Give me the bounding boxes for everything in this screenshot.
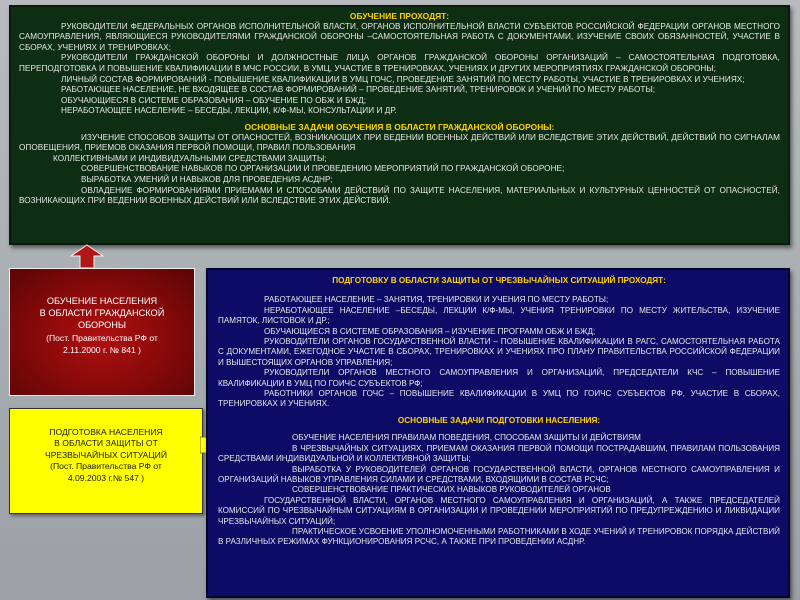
- task-item-continued: КОЛЛЕКТИВНЫМИ И ИНДИВИДУАЛЬНЫМИ СРЕДСТВАМИ ЗАЩИТЫ;: [53, 153, 327, 163]
- participant-item: РАБОТАЮЩЕЕ НАСЕЛЕНИЕ – ЗАНЯТИЯ, ТРЕНИРОВКИ И УЧЕНИЯ ПО МЕСТУ РАБОТЫ;: [264, 295, 609, 305]
- arrow-up-icon: [70, 244, 104, 268]
- participant-item: РУКОВОДИТЕЛИ ОРГАНОВ ГОСУДАРСТВЕННОЙ ВЛАСТИ – ПОВЫШЕНИЕ КВАЛИФИКАЦИИ В РАГС, САМОСТОЯТЕЛЬНАЯ РАБОТА С ДОКУМЕНТАМИ, ЕЖЕГОДНОЕ УЧАСТИЕ В СБОРАХ, ТРЕНИРОВКАХ И УЧЕНИЯХ ПРО ПЛАНУ ПРАВИТЕЛЬСТВА РОССИЙСКОЙ ФЕДЕРАЦИИ И ВЫШЕСТОЯЩИХ ОРГАНОВ УПРАВЛЕНИЯ;: [218, 337, 780, 367]
- task-item: ИЗУЧЕНИЕ СПОСОБОВ ЗАЩИТЫ ОТ ОПАСНОСТЕЙ, ВОЗНИКАЮЩИХ ПРИ ВЕДЕНИИ ВОЕННЫХ ДЕЙСТВИЙ ИЛИ ВСЛЕДСТВИЕ ЭТИХ ДЕЙСТВИЙ, ДЕЙСТВИЙ ПО СИГНАЛАМ ОПОВЕЩЕНИЯ, ПРИЕМОВ ОКАЗАНИЯ ПЕРВОЙ ПОМОЩИ, ПРАВИЛ ПОЛЬЗОВАНИЯ: [19, 132, 780, 153]
- emergency-preparation-panel: [206, 268, 790, 598]
- civil-defense-training-panel: [9, 5, 790, 245]
- red-box-line: ОБОРОНЫ: [77, 320, 127, 331]
- task-item-continued: В ЧРЕЗВЫЧАЙНЫХ СИТУАЦИЯХ, ПРИЕМАМ ОКАЗАНИЯ ПЕРВОЙ ПОМОЩИ ПОСТРАДАВШИМ, ПРАВИЛАМ ПОЛЬЗОВАНИЯ СРЕДСТВАМИ ИНДИВИДУАЛЬНОЙ И КОЛЛЕКТИВНОЙ ЗАЩИТЫ;: [218, 443, 780, 464]
- participant-item: НЕРАБОТАЮЩЕЕ НАСЕЛЕНИЕ –БЕСЕДЫ, ЛЕКЦИИ К/Ф-МЫ, УЧЕНИЯ ТРЕНИРОВКИ ПО МЕСТУ ЖИТЕЛЬСТВА, ИЗУЧЕНИЕ ПАМЯТОК, ЛИСТОВОК И ДР.;: [218, 305, 780, 326]
- emergency-participants-heading: ПОДГОТОВКУ В ОБЛАСТИ ЗАЩИТЫ ОТ ЧРЕЗВЫЧАЙНЫХ СИТУАЦИЙ ПРОХОДЯТ:: [332, 276, 666, 285]
- participant-item: ОБУЧАЮЩИЕСЯ В СИСТЕМЕ ОБРАЗОВАНИЯ – ИЗУЧЕНИЕ ПРОГРАММ ОБЖ И БЖД;: [264, 326, 596, 336]
- task-item: ОВЛАДЕНИЕ ФОРМИРОВАНИЯМИ ПРИЕМАМИ И СПОСОБАМИ ДЕЙСТВИЙ ПО ЗАЩИТЕ НАСЕЛЕНИЯ, МАТЕРИАЛЬНЫХ И КУЛЬТУРНЫХ ЦЕННОСТЕЙ ОТ ОПАСНОСТЕЙ, ВОЗНИКАЮЩИХ ПРИ ВЕДЕНИИ ВОЕННЫХ ДЕЙСТВИЙ ИЛИ ВСЛЕДСТВИЕ ЭТИХ ДЕЙСТВИЙ.: [19, 185, 780, 206]
- task-item: СОВЕРШЕНСТВОВАНИЕ НАВЫКОВ ПО ОРГАНИЗАЦИИ И ПРОВЕДЕНИЮ МЕРОПРИЯТИЙ ПО ГРАЖДАНСКОЙ ОБОРОНЕ;: [81, 164, 565, 174]
- participant-item: РАБОТНИКИ ОРГАНОВ ГОЧС – ПОВЫШЕНИЕ КВАЛИФИКАЦИИ В УМЦ ПО ГОИЧС СУБЪЕКТОВ РФ, УЧАСТИЕ В СБОРАХ, ТРЕНИРОВКАХ И УЧЕНИЯХ.: [218, 389, 780, 409]
- yellow-box-line: В ОБЛАСТИ ЗАЩИТЫ ОТ: [54, 438, 158, 449]
- yellow-box-line: ПОДГОТОВКА НАСЕЛЕНИЯ: [49, 427, 163, 437]
- red-box-line: ОБУЧЕНИЕ НАСЕЛЕНИЯ: [46, 296, 158, 306]
- yellow-box-decree-date: 4.09.2003 г.№ 547 ): [67, 472, 145, 483]
- participant-item: РАБОТАЮЩЕЕ НАСЕЛЕНИЕ, НЕ ВХОДЯЩЕЕ В СОСТАВ ФОРМИРОВАНИЙ – ПРОВЕДЕНИЕ ЗАНЯТИЙ, ТРЕНИРОВОК И УЧЕНИЙ ПО МЕСТУ РАБОТЫ;: [61, 85, 656, 95]
- emergency-preparation-box: [9, 408, 203, 514]
- task-item: СОВЕРШЕНСТВОВАНИЕ ПРАКТИЧЕСКИХ НАВЫКОВ РУКОВОДИТЕЛЕЙ ОРГАНОВ: [292, 485, 611, 495]
- red-box-line: В ОБЛАСТИ ГРАЖДАНСКОЙ: [39, 308, 165, 319]
- task-item-continued: ГОСУДАРСТВЕННОЙ ВЛАСТИ, ОРГАНОВ МЕСТНОГО САМОУПРАВЛЕНИЯ И ОРГАНИЗАЦИЙ, А ТАКЖЕ ПРЕДСЕДАТЕЛЕЙ КОМИССИЙ ПО ЧРЕЗВЫЧАЙНЫМ СИТУАЦИЯМ В ОРГАНИЗАЦИИ И ПРОВЕДЕНИИ МЕРОПРИЯТИЙ ПО ПРЕДУПРЕЖДЕНИЮ И ЛИКВИДАЦИИ ЧРЕЗВЫЧАЙНЫХ СИТУАЦИЙ;: [218, 495, 780, 526]
- task-item: ВЫРАБОТКА УМЕНИЙ И НАВЫКОВ ДЛЯ ПРОВЕДЕНИЯ АСДНР;: [81, 174, 333, 184]
- participant-item: ОБУЧАЮЩИЕСЯ В СИСТЕМЕ ОБРАЗОВАНИЯ – ОБУЧЕНИЕ ПО ОБЖ И БЖД;: [61, 95, 367, 105]
- yellow-box-decree: (Пост. Правительства РФ от: [50, 461, 162, 472]
- participant-item: НЕРАБОТАЮЩЕЕ НАСЕЛЕНИЕ – БЕСЕДЫ, ЛЕКЦИИ, К/Ф-МЫ, КОНСУЛЬТАЦИИ И ДР.: [61, 106, 397, 116]
- participant-item: ЛИЧНЫЙ СОСТАВ ФОРМИРОВАНИЙ - ПОВЫШЕНИЕ КВАЛИФИКАЦИИ В УМЦ ГОЧС, ПРОВЕДЕНИЕ ЗАНЯТИЙ ПО МЕСТУ РАБОТЫ, УЧАСТИЕ В ТРЕНИРОВКАХ И УЧЕНИЯХ;: [61, 74, 745, 84]
- participant-item: РУКОВОДИТЕЛИ ГРАЖДАНСКОЙ ОБОРОНЫ И ДОЛЖНОСТНЫЕ ЛИЦА ОРГАНОВ ГРАЖДАНСКОЙ ОБОРОНЫ ОРГАНИЗАЦИЙ – САМОСТОЯТЕЛЬНАЯ ПОДГОТОВКА, ПЕРЕПОДГОТОВКА И ПОВЫШЕНИЕ КВАЛИФИКАЦИИ В МЧС РОССИИ, В УМЦ, УЧАСТИЕ В ТРЕНИРОВКАХ, УЧЕНИЯХ И ДРУГИХ МЕРОПРИЯТИЯХ ГРАЖДАНСКОЙ ОБОРОНЫ;: [19, 53, 780, 73]
- task-item: ОБУЧЕНИЕ НАСЕЛЕНИЯ ПРАВИЛАМ ПОВЕДЕНИЯ, СПОСОБАМ ЗАЩИТЫ И ДЕЙСТВИЯМ: [292, 433, 641, 443]
- training-participants-heading: ОБУЧЕНИЕ ПРОХОДЯТ:: [349, 11, 450, 21]
- participant-item: РУКОВОДИТЕЛИ ФЕДЕРАЛЬНЫХ ОРГАНОВ ИСПОЛНИТЕЛЬНОЙ ВЛАСТИ, ОРГАНОВ ИСПОЛНИТЕЛЬНОЙ ВЛАСТИ СУБЪЕКТОВ РОССИЙСКОЙ ФЕДЕРАЦИИ ОРГАНОВ МЕСТНОГО САМОУПРАВЛЕНИЯ, ЯВЛЯЮЩИЕСЯ РУКОВОДИТЕЛЯМИ ГРАЖДАНСКОЙ ОБОРОНЫ –САМОСТОЯТЕЛЬНАЯ РАБОТА С ДОКУМЕНТАМИ, ИЗУЧЕНИЕ СВОИХ ОБЯЗАННОСТЕЙ, УЧАСТИЕ В СБОРАХ, УЧЕНИЯХ И ТРЕНИРОВКАХ;: [19, 21, 780, 52]
- yellow-box-line: ЧРЕЗВЫЧАЙНЫХ СИТУАЦИЙ: [44, 449, 168, 460]
- task-item: ВЫРАБОТКА У РУКОВОДИТЕЛЕЙ ОРГАНОВ ГОСУДАРСТВЕННОЙ ВЛАСТИ, ОРГАНОВ МЕСТНОГО САМОУПРАВЛЕНИЯ И ОРГАНИЗАЦИЙ НАВЫКОВ УПРАВЛЕНИЯ СИЛАМИ И СРЕДСТВАМИ, ВХОДЯЩИМИ В СОСТАВ РСЧС;: [218, 464, 780, 484]
- civil-defense-training-box: [9, 268, 195, 396]
- participant-item: РУКОВОДИТЕЛИ ОРГАНОВ МЕСТНОГО САМОУПРАВЛЕНИЯ И ОРГАНИЗАЦИЙ, ПРЕДСЕДАТЕЛИ КЧС – ПОВЫШЕНИЕ КВАЛИФИКАЦИИ В УМЦ ПО ГОИЧС СУБЪЕКТОВ РФ;: [218, 368, 780, 388]
- training-tasks-heading: ОСНОВНЫЕ ЗАДАЧИ ОБУЧЕНИЯ В ОБЛАСТИ ГРАЖДАНСКОЙ ОБОРОНЫ:: [244, 121, 555, 132]
- task-item: ПРАКТИЧЕСКОЕ УСВОЕНИЕ УПОЛНОМОЧЕННЫМИ РАБОТНИКАМИ В ХОДЕ УЧЕНИЙ И ТРЕНИРОВОК ПОРЯДКА ДЕЙСТВИЙ В РАЗЛИЧНЫХ РЕЖИМАХ ФУНКЦИОНИРОВАНИЯ РСЧС, А ТАКЖЕ ПРИ ПРОВЕДЕНИИ АСДНР.: [218, 526, 780, 547]
- emergency-tasks-heading: ОСНОВНЫЕ ЗАДАЧИ ПОДГОТОВКИ НАСЕЛЕНИЯ:: [397, 415, 601, 425]
- red-box-decree: (Пост. Правительства РФ от: [46, 332, 158, 343]
- red-box-decree-date: 2.11.2000 г. № 841 ): [62, 344, 142, 355]
